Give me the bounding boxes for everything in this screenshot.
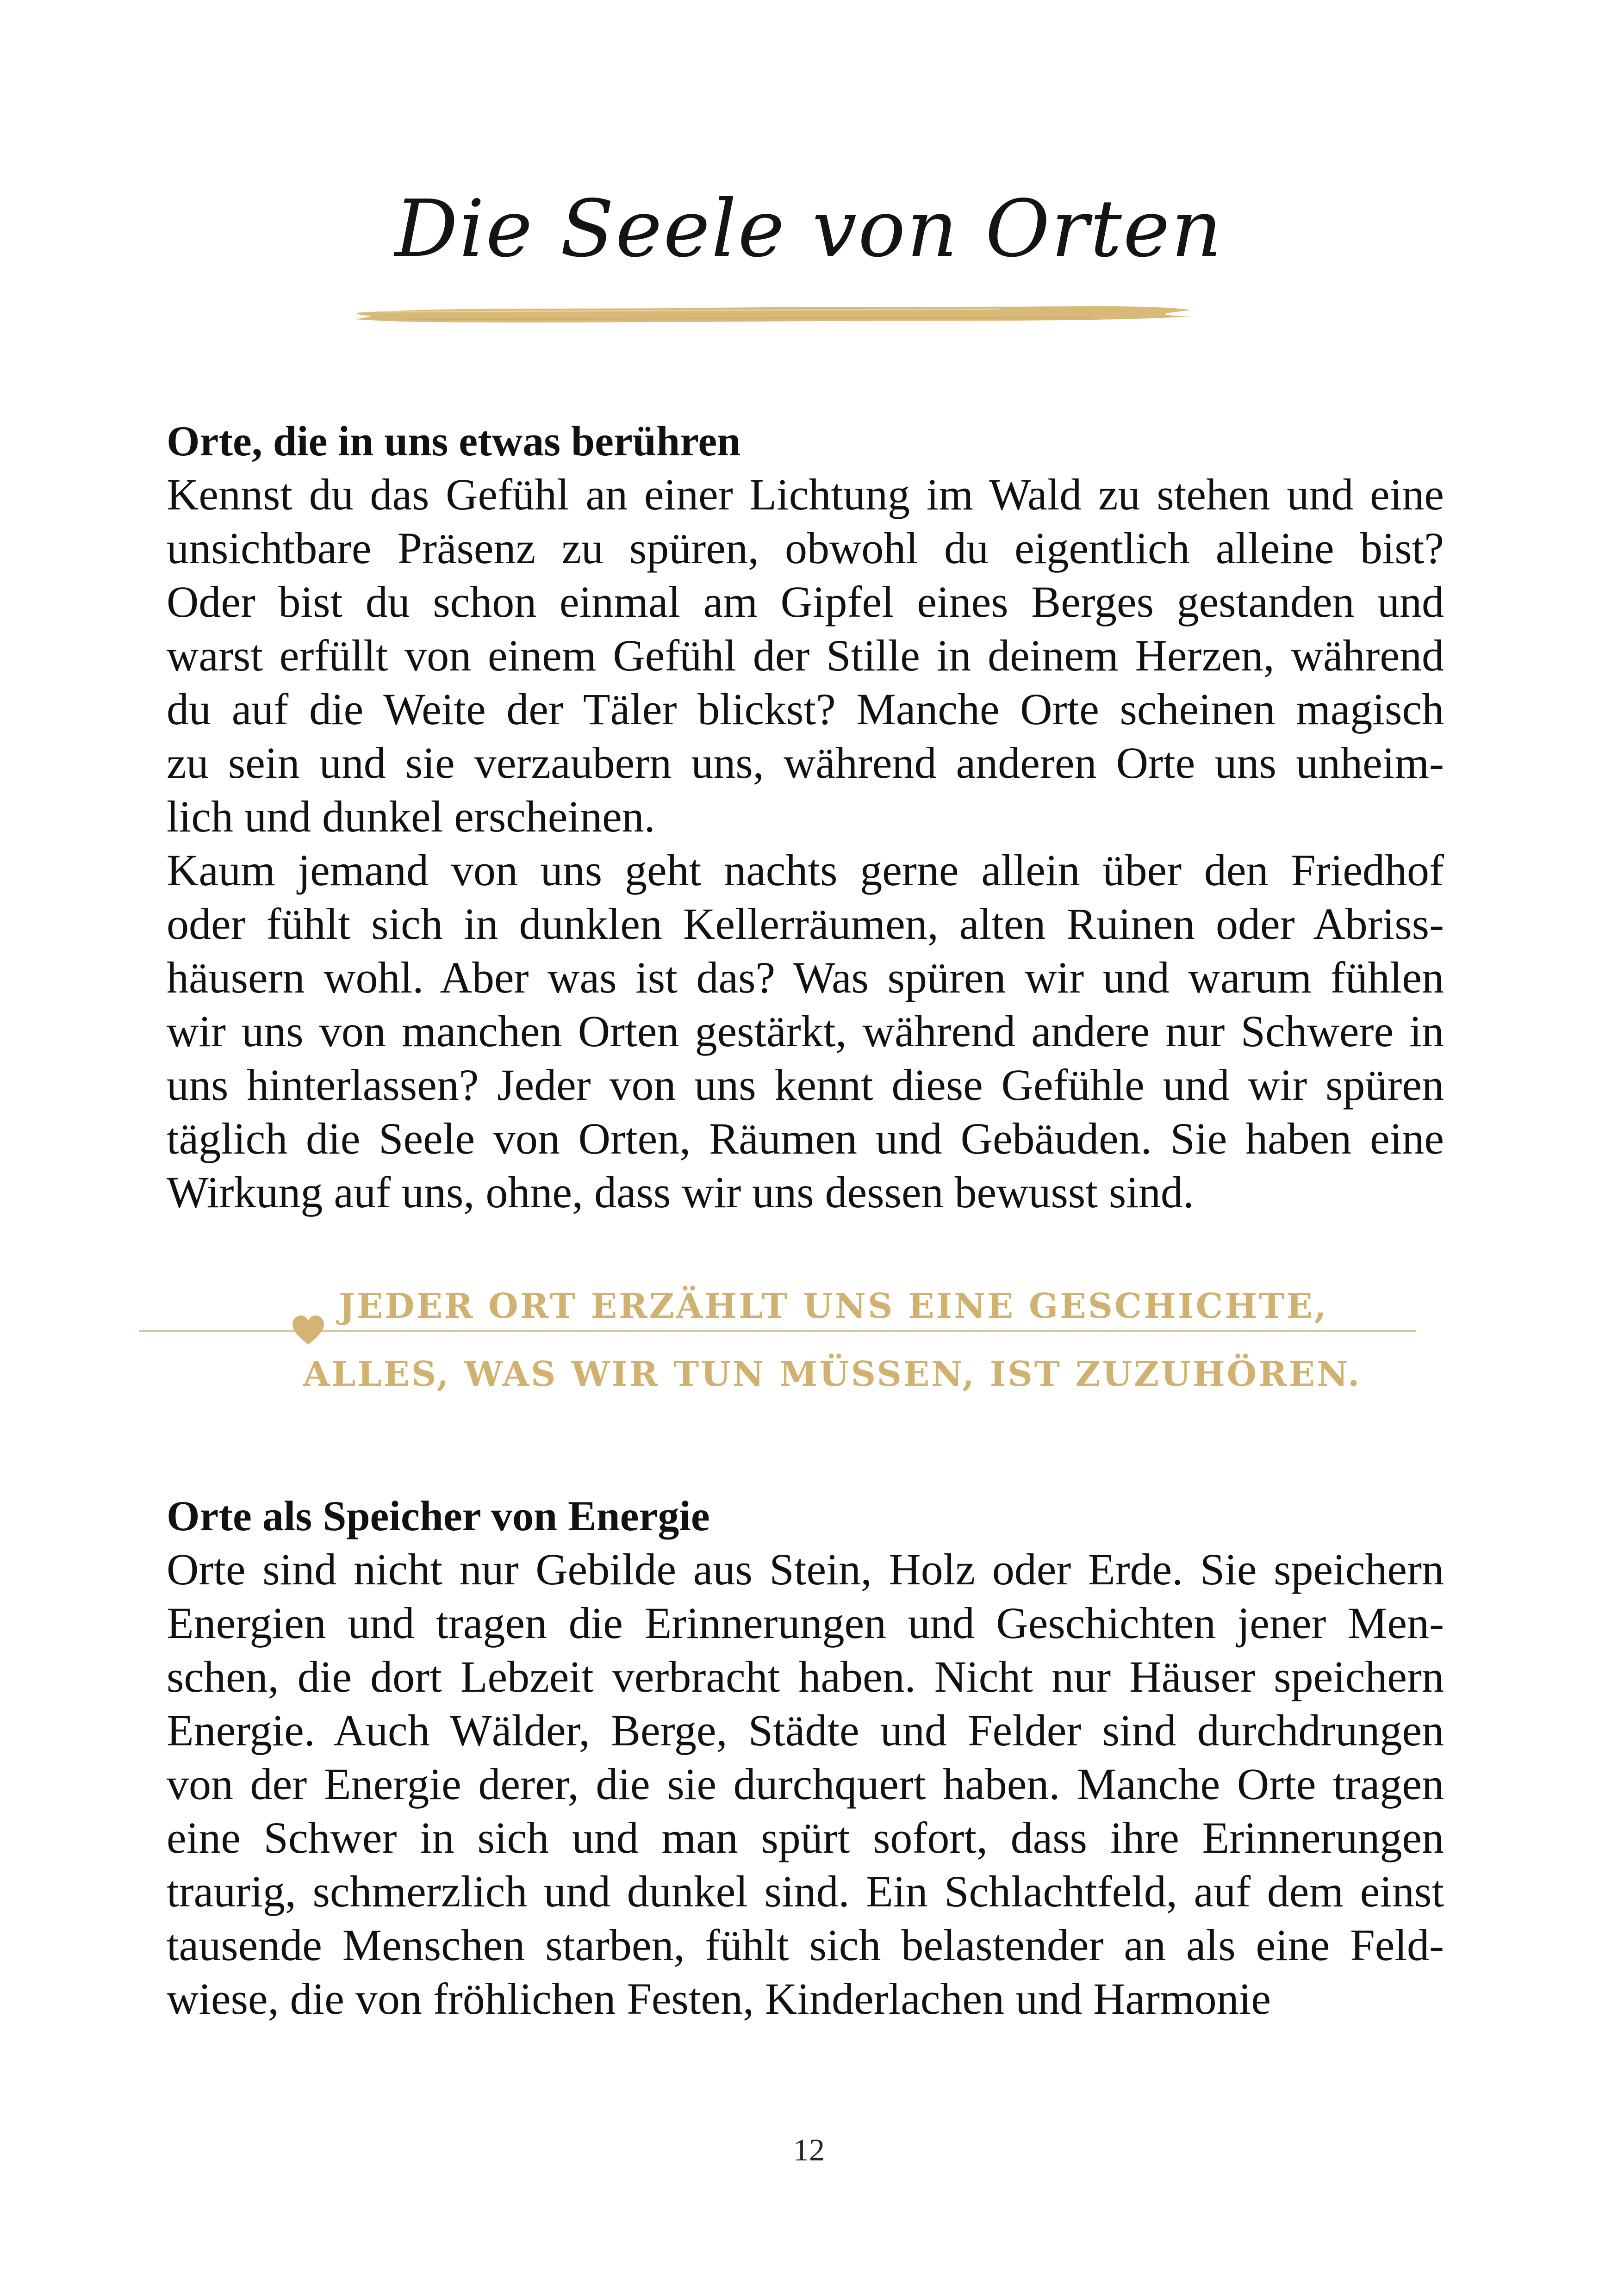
text-line: wiese, die von fröhlichen Festen, Kinderlachen und Harmonie (167, 1974, 1271, 2023)
text-line: uns hinterlassen? Jeder von uns kennt diese Gefühle und wir spüren (167, 1060, 1444, 1110)
text-line: von der Energie derer, die sie durchquert haben. Manche Orte tragen (167, 1759, 1444, 1809)
body-paragraph (167, 468, 1444, 1219)
text-line: schen, die dort Lebzeit verbracht haben. Nicht nur Häuser speichern (167, 1652, 1444, 1701)
text-line: lich und dunkel erscheinen. (167, 792, 655, 841)
text-line: wir uns von manchen Orten gestärkt, während andere nur Schwere in (167, 1006, 1444, 1056)
text-line: tausende Menschen starben, fühlt sich belastender an als eine Feld- (167, 1920, 1444, 1970)
page-title: Die Seele von Orten (395, 183, 1223, 275)
text-line: Energie. Auch Wälder, Berge, Städte und Felder sind durchdrungen (167, 1706, 1444, 1755)
heart-icon (291, 1314, 326, 1347)
section-heading: Orte, die in uns etwas berühren (167, 417, 741, 465)
text-line: du auf die Weite der Täler blickst? Manche Orte scheinen magisch (167, 684, 1444, 734)
brush-stroke-decoration (352, 301, 1194, 329)
text-line: täglich die Seele von Orten, Räumen und Gebäuden. Sie haben eine (167, 1114, 1444, 1163)
text-line: unsichtbare Präsenz zu spüren, obwohl du eigentlich alleine bist? (167, 523, 1444, 573)
text-line: eine Schwer in sich und man spürt sofort, dass ihre Erinnerungen (167, 1813, 1444, 1862)
text-line: Energien und tragen die Erinnerungen und Geschichten jener Men- (167, 1598, 1444, 1648)
text-line: Oder bist du schon einmal am Gipfel eines Berges gestanden und (167, 577, 1444, 627)
text-line: häusern wohl. Aber was ist das? Was spüren wir und warum fühlen (167, 953, 1444, 1002)
section-heading: Orte als Speicher von Energie (167, 1492, 710, 1539)
quote-line-1: JEDER ORT ERZÄHLT UNS EINE GESCHICHTE, (339, 1286, 1328, 1326)
text-line: oder fühlt sich in dunklen Kellerräumen, alten Ruinen oder Abriss- (167, 899, 1444, 949)
text-line: traurig, schmerzlich und dunkel sind. Ein Schlachtfeld, auf dem einst (167, 1867, 1444, 1916)
page-number: 12 (793, 2132, 825, 2167)
quote-line-2: ALLES, WAS WIR TUN MÜSSEN, IST ZUZUHÖREN. (303, 1354, 1362, 1394)
text-line: warst erfüllt von einem Gefühl der Stille in deinem Herzen, während (167, 631, 1444, 680)
quote-divider-line (139, 1330, 1416, 1332)
section-places-that-touch-us (167, 414, 1444, 1219)
text-line: Wirkung auf uns, ohne, dass wir uns dessen bewusst sind. (167, 1167, 1194, 1217)
text-line: Orte sind nicht nur Gebilde aus Stein, Holz oder Erde. Sie speichern (167, 1545, 1444, 1594)
text-line: Kennst du das Gefühl an einer Lichtung im Wald zu stehen und eine (167, 470, 1444, 519)
section-places-as-energy-storage (167, 1489, 1444, 2026)
body-paragraph (167, 1543, 1444, 2026)
text-line: zu sein und sie verzaubern uns, während anderen Orte uns unheim- (167, 738, 1444, 788)
text-line: Kaum jemand von uns geht nachts gerne allein über den Friedhof (167, 845, 1444, 895)
